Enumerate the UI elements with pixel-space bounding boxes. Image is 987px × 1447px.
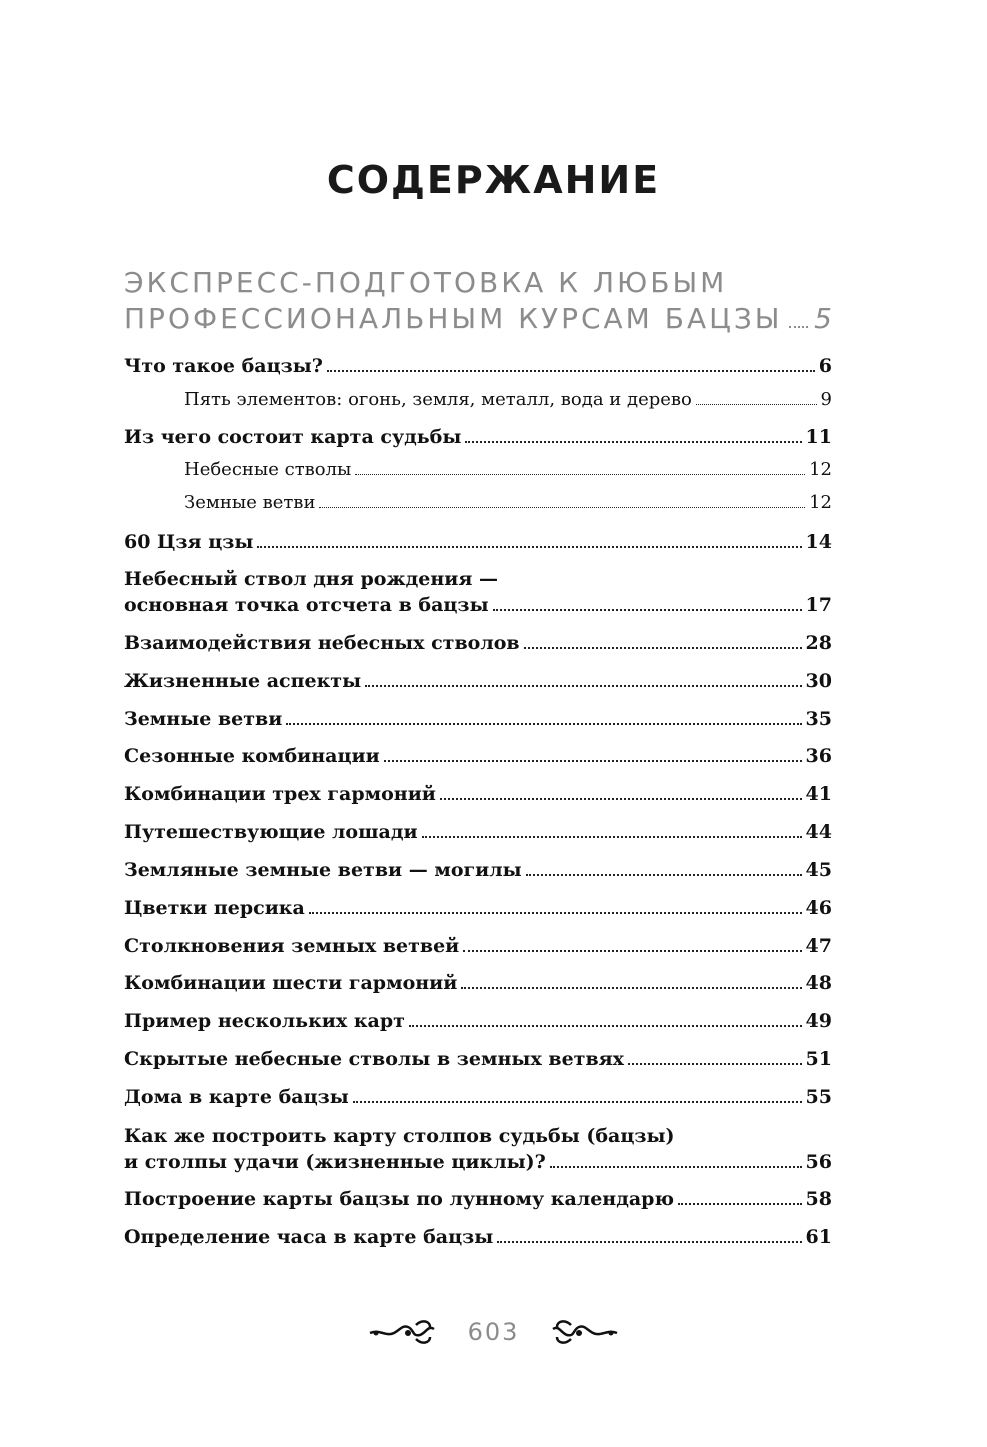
dot-leader bbox=[286, 723, 801, 725]
toc-page-number: 30 bbox=[805, 670, 832, 692]
toc-page-number: 47 bbox=[805, 935, 832, 957]
dot-leader bbox=[384, 760, 802, 762]
dot-leader bbox=[789, 326, 809, 328]
toc-page-number: 17 bbox=[805, 594, 832, 616]
toc-entry-title: Небесные стволы bbox=[184, 459, 352, 480]
dot-leader bbox=[550, 1166, 802, 1168]
toc-page-number: 36 bbox=[805, 745, 832, 767]
dot-leader bbox=[309, 912, 802, 914]
dot-leader bbox=[493, 609, 802, 611]
toc-subentry[interactable] bbox=[184, 457, 832, 483]
toc-page-number: 41 bbox=[805, 783, 832, 805]
dot-leader bbox=[465, 441, 801, 443]
toc-page-number: 6 bbox=[818, 355, 832, 377]
toc-entry-title: Определение часа в карте бацзы bbox=[124, 1226, 494, 1248]
toc-page-number: 48 bbox=[805, 972, 832, 994]
toc-page-number: 14 bbox=[805, 531, 832, 553]
part-page-number: 5 bbox=[814, 302, 832, 335]
toc-page-number: 46 bbox=[805, 897, 832, 919]
dot-leader bbox=[353, 1101, 802, 1103]
toc-entry-title: Земные ветви bbox=[124, 708, 283, 730]
toc-entry[interactable] bbox=[124, 668, 832, 694]
page-number: 603 bbox=[467, 1318, 520, 1346]
toc-entry[interactable] bbox=[124, 857, 832, 883]
toc-entry[interactable] bbox=[124, 1123, 832, 1175]
toc-entry[interactable] bbox=[124, 706, 832, 732]
toc-entry[interactable] bbox=[124, 1008, 832, 1034]
toc-subentry[interactable] bbox=[184, 387, 832, 413]
toc-page-number: 35 bbox=[805, 708, 832, 730]
toc-entry-title: 60 Цзя цзы bbox=[124, 531, 254, 553]
page-title: СОДЕРЖАНИЕ bbox=[326, 158, 661, 202]
toc-entry[interactable] bbox=[124, 819, 832, 845]
dot-leader bbox=[524, 647, 802, 649]
toc-entry-title: Комбинации шести гармоний bbox=[124, 972, 458, 994]
toc-entry[interactable] bbox=[124, 630, 832, 656]
toc-entry-title: Что такое бацзы? bbox=[124, 355, 323, 377]
toc-entry[interactable] bbox=[124, 566, 832, 618]
dot-leader bbox=[463, 950, 801, 952]
toc-entry[interactable] bbox=[124, 970, 832, 996]
toc-entry-title: Небесный ствол дня рождения — bbox=[124, 568, 499, 590]
toc-entry[interactable] bbox=[124, 424, 832, 450]
toc-entry-title: Путешествующие лошади bbox=[124, 821, 418, 843]
toc-entry[interactable] bbox=[124, 1084, 832, 1110]
toc-page-number: 55 bbox=[805, 1086, 832, 1108]
toc-entry-title: Пример нескольких карт bbox=[124, 1010, 405, 1032]
toc-entry[interactable] bbox=[124, 1186, 832, 1212]
toc-entry-title: Комбинации трех гармоний bbox=[124, 783, 436, 805]
toc-page-number: 11 bbox=[805, 426, 832, 448]
dot-leader bbox=[497, 1241, 801, 1243]
toc-entry-title: основная точка отсчета в бацзы bbox=[124, 594, 489, 616]
page-footer bbox=[0, 1318, 987, 1346]
part-heading-line1: ЭКСПРЕСС-ПОДГОТОВКА К ЛЮБЫМ bbox=[124, 266, 728, 299]
toc-entry-title: Сезонные комбинации bbox=[124, 745, 380, 767]
toc-entry-title: Скрытые небесные стволы в земных ветвях bbox=[124, 1048, 625, 1070]
toc-entry[interactable] bbox=[124, 1046, 832, 1072]
flourish-ornament-icon bbox=[368, 1319, 438, 1345]
toc-entry[interactable] bbox=[124, 529, 832, 555]
toc-page-number: 28 bbox=[805, 632, 832, 654]
toc-page-number: 51 bbox=[805, 1048, 832, 1070]
toc-entry-title: Взаимодействия небесных стволов bbox=[124, 632, 520, 654]
dot-leader bbox=[526, 874, 802, 876]
toc-entry-title: Цветки персика bbox=[124, 897, 305, 919]
toc-entry[interactable] bbox=[124, 933, 832, 959]
toc-entry[interactable] bbox=[124, 353, 832, 379]
toc-entry-title: Построение карты бацзы по лунному календарю bbox=[124, 1188, 674, 1210]
toc-entry-title: Как же построить карту столпов судьбы (бацзы) bbox=[124, 1125, 675, 1147]
toc-entry[interactable] bbox=[124, 895, 832, 921]
part-heading-line2: ПРОФЕССИОНАЛЬНЫМ КУРСАМ БАЦЗЫ bbox=[124, 302, 783, 335]
dot-leader bbox=[409, 1025, 802, 1027]
toc-page-number: 44 bbox=[805, 821, 832, 843]
toc-entry-title: Земные ветви bbox=[184, 492, 316, 513]
toc-entry[interactable] bbox=[124, 743, 832, 769]
dot-leader bbox=[461, 987, 801, 989]
dot-leader bbox=[422, 836, 802, 838]
toc-entry-title: Из чего состоит карта судьбы bbox=[124, 426, 462, 448]
toc-entry-title: Жизненные аспекты bbox=[124, 670, 362, 692]
dot-leader bbox=[678, 1203, 802, 1205]
toc-page-number: 61 bbox=[805, 1226, 832, 1248]
dot-leader bbox=[696, 404, 817, 405]
toc-page-number: 58 bbox=[805, 1188, 832, 1210]
dot-leader bbox=[355, 474, 805, 475]
dot-leader bbox=[327, 370, 815, 372]
dot-leader bbox=[319, 507, 805, 508]
toc-page-number: 45 bbox=[805, 859, 832, 881]
toc-subentry[interactable] bbox=[184, 490, 832, 516]
toc-page-number: 12 bbox=[809, 459, 832, 480]
toc-entry-title: Дома в карте бацзы bbox=[124, 1086, 349, 1108]
toc-entry-title: Пять элементов: огонь, земля, металл, вода и дерево bbox=[184, 389, 692, 410]
part-heading[interactable] bbox=[124, 265, 832, 337]
toc-page-number: 56 bbox=[805, 1151, 832, 1173]
toc-entry[interactable] bbox=[124, 781, 832, 807]
toc-page-number: 49 bbox=[805, 1010, 832, 1032]
toc-entry-title: и столпы удачи (жизненные циклы)? bbox=[124, 1151, 546, 1173]
dot-leader bbox=[440, 798, 802, 800]
flourish-ornament-icon bbox=[549, 1319, 619, 1345]
dot-leader bbox=[365, 685, 801, 687]
toc-entry-title: Столкновения земных ветвей bbox=[124, 935, 460, 957]
toc-entry-title: Земляные земные ветви — могилы bbox=[124, 859, 522, 881]
dot-leader bbox=[257, 546, 801, 548]
dot-leader bbox=[628, 1063, 802, 1065]
toc-entry[interactable] bbox=[124, 1224, 832, 1250]
toc-page-number: 9 bbox=[820, 389, 832, 410]
toc-page-number: 12 bbox=[809, 492, 832, 513]
